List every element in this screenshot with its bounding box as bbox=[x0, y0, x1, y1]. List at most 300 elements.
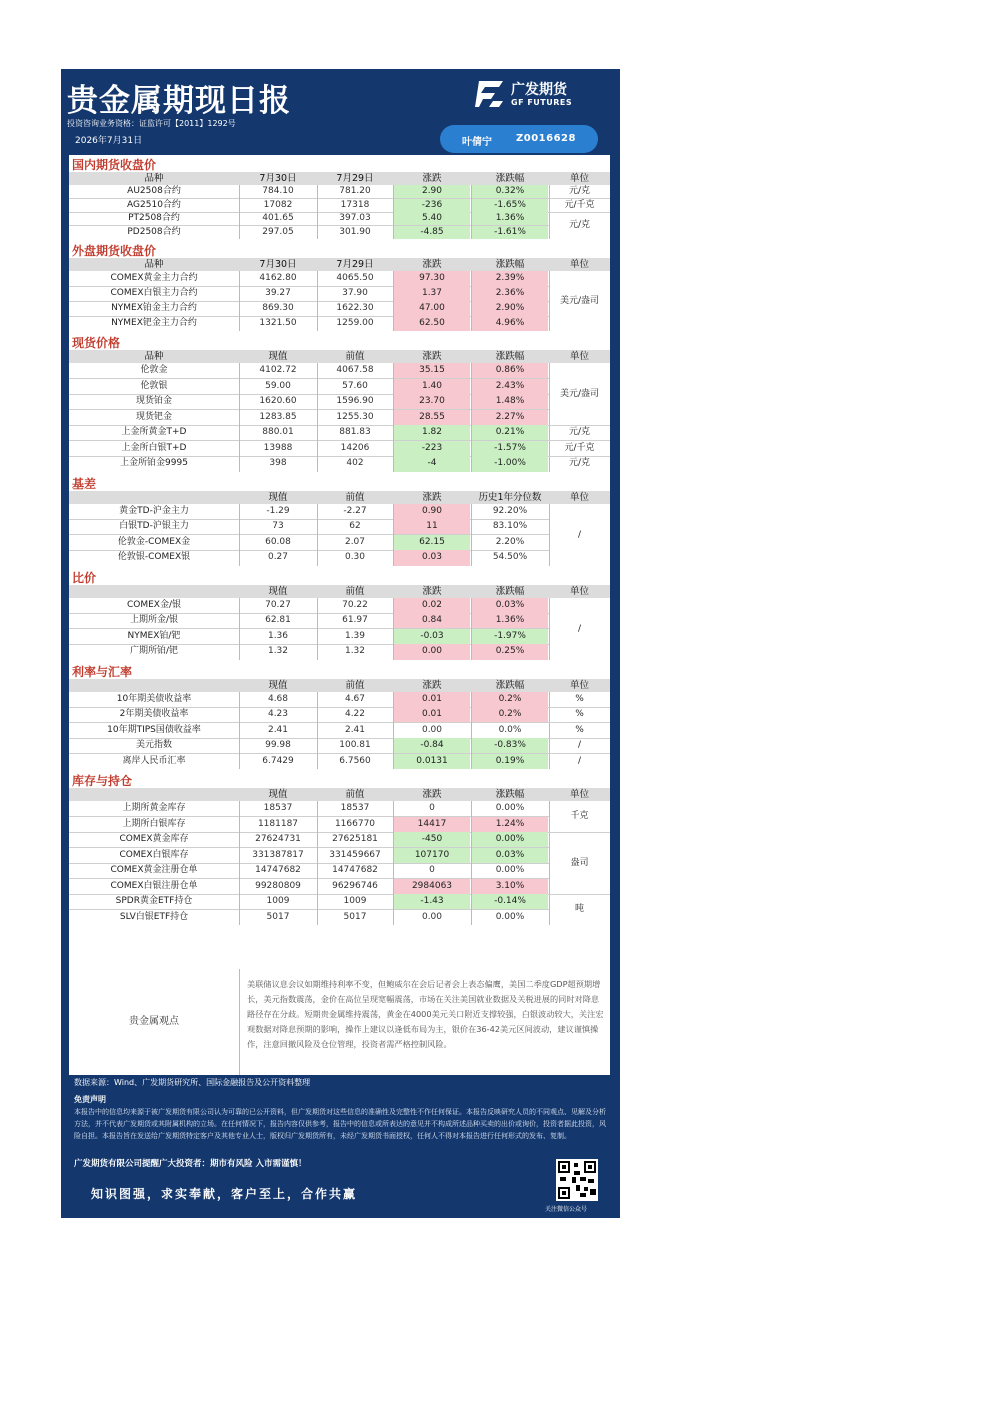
column-divider bbox=[239, 363, 240, 472]
table-cell: 54.50% bbox=[492, 552, 528, 562]
column-divider bbox=[317, 598, 318, 660]
table-cell: 1321.50 bbox=[259, 318, 297, 328]
table-cell: 96296746 bbox=[332, 880, 378, 891]
unit-cell: 千克 bbox=[570, 811, 589, 821]
column-header: 前值 bbox=[345, 491, 365, 503]
table-cell: 0.03 bbox=[394, 550, 470, 566]
column-header: 单位 bbox=[569, 491, 589, 503]
column-header: 单位 bbox=[569, 351, 589, 362]
table-cell: 4.23 bbox=[267, 709, 289, 719]
table-cell: 397.03 bbox=[339, 213, 371, 223]
table-row bbox=[69, 185, 610, 199]
table-cell: NYMEX铂/钯 bbox=[127, 630, 181, 641]
table-cell: SLV白银ETF持仓 bbox=[119, 911, 189, 922]
column-header bbox=[69, 491, 239, 504]
column-header: 涨跌 bbox=[422, 585, 442, 597]
table-cell: 1.36 bbox=[267, 630, 289, 641]
table-cell: 0.00% bbox=[495, 911, 525, 922]
table-cell: 5017 bbox=[343, 911, 367, 922]
unit-cell: 元/千克 bbox=[564, 442, 595, 453]
table-cell: 上期所白银库存 bbox=[122, 818, 186, 829]
column-header: 品种 bbox=[144, 351, 164, 362]
table-cell: COMEX金/银 bbox=[126, 599, 182, 610]
table-row bbox=[69, 863, 610, 879]
column-header bbox=[69, 585, 239, 598]
table-cell: 4067.58 bbox=[336, 365, 374, 375]
table-row bbox=[69, 817, 610, 833]
unit-cell: 美元/盎司 bbox=[559, 296, 600, 306]
table-cell: 60.08 bbox=[265, 536, 291, 547]
table-row bbox=[69, 301, 610, 316]
column-header: 涨跌幅 bbox=[495, 351, 525, 362]
table-cell: 62 bbox=[349, 521, 361, 531]
table-cell: 上金所黄金T+D bbox=[121, 427, 187, 437]
column-header: 现值 bbox=[268, 789, 288, 800]
table-cell: 297.05 bbox=[262, 226, 294, 237]
column-header: 7月30日 bbox=[259, 173, 297, 184]
report-date: 2026年7月31日 bbox=[75, 136, 143, 146]
unit-cell: 吨 bbox=[574, 904, 584, 914]
table-row bbox=[69, 550, 610, 566]
table-cell: 0.27 bbox=[267, 552, 289, 562]
section-title: 现货价格 bbox=[72, 336, 121, 350]
table-cell: 0.03% bbox=[472, 848, 548, 864]
table-cell: 上期所金/银 bbox=[129, 615, 179, 625]
company-slogan: 知识图强，求实奉献，客户至上，合作共赢 bbox=[91, 1187, 358, 1201]
table-cell: -1.97% bbox=[472, 629, 548, 645]
table-cell: 13988 bbox=[263, 442, 293, 453]
table-cell: 4.67 bbox=[344, 693, 366, 704]
table-cell: 14206 bbox=[340, 442, 370, 453]
unit-cell: 元/克 bbox=[568, 458, 591, 468]
table-cell: 白银TD-沪银主力 bbox=[119, 521, 189, 531]
qr-label: 关注微信公众号 bbox=[545, 1206, 588, 1213]
disclaimer-title: 免责声明 bbox=[74, 1095, 106, 1104]
column-divider bbox=[471, 363, 472, 472]
unit-cell: 美元/盎司 bbox=[559, 389, 600, 399]
table-cell: 1.36% bbox=[472, 613, 548, 629]
unit-divider bbox=[549, 894, 610, 895]
table-cell: 1283.85 bbox=[259, 411, 297, 422]
table-cell: 2年期美债收益率 bbox=[119, 709, 189, 719]
column-divider bbox=[471, 692, 472, 770]
table-cell: 上金所白银T+D bbox=[121, 442, 187, 453]
market-view-label: 贵金属观点 bbox=[129, 1016, 179, 1027]
table-cell: 1.24% bbox=[472, 817, 548, 833]
column-divider bbox=[393, 801, 394, 925]
table-cell: -1.29 bbox=[266, 505, 290, 516]
table-row bbox=[69, 535, 610, 551]
table-cell: 0 bbox=[429, 865, 435, 875]
column-divider bbox=[471, 598, 472, 660]
section-title: 国内期货收盘价 bbox=[72, 158, 157, 172]
table-cell: 10年期美债收益率 bbox=[116, 693, 192, 704]
section-title: 基差 bbox=[72, 476, 97, 491]
table-row bbox=[69, 286, 610, 301]
column-header: 前值 bbox=[345, 585, 365, 597]
gf-futures-logo bbox=[473, 77, 603, 111]
table-cell: 1181187 bbox=[257, 818, 299, 829]
unit-divider bbox=[549, 707, 610, 708]
unit-cell: / bbox=[577, 755, 582, 766]
table-cell: 0.01 bbox=[394, 692, 470, 708]
table-row bbox=[69, 598, 610, 614]
table-cell: 37.90 bbox=[342, 288, 368, 298]
table-cell: 10年期TIPS国债收益率 bbox=[107, 724, 201, 735]
table-cell: -0.83% bbox=[472, 738, 548, 754]
table-cell: 伦敦金-COMEX金 bbox=[117, 536, 191, 547]
table-cell: 1.37 bbox=[394, 286, 470, 301]
table-cell: 18537 bbox=[340, 803, 370, 813]
table-cell: 0.19% bbox=[472, 754, 548, 770]
column-divider bbox=[239, 271, 240, 331]
table-row bbox=[69, 410, 610, 426]
table-cell: 99.98 bbox=[265, 740, 291, 750]
table-cell: 1596.90 bbox=[336, 396, 374, 406]
column-header: 单位 bbox=[569, 173, 589, 184]
table-cell: COMEX黄金注册仓单 bbox=[110, 865, 198, 875]
column-divider bbox=[239, 504, 240, 566]
column-header: 涨跌 bbox=[422, 351, 442, 362]
table-cell: -4.85 bbox=[394, 226, 470, 240]
table-cell: 伦敦银-COMEX银 bbox=[117, 552, 191, 562]
column-header: 现值 bbox=[268, 585, 288, 597]
table-cell: -450 bbox=[394, 832, 470, 848]
table-cell: 2.20% bbox=[495, 536, 525, 547]
table-cell: 0.21% bbox=[472, 425, 548, 441]
table-cell: 5.40 bbox=[394, 212, 470, 226]
table-row bbox=[69, 832, 610, 848]
table-cell: -1.43 bbox=[394, 894, 470, 910]
table-cell: 57.60 bbox=[342, 380, 368, 391]
table-cell: 0.00% bbox=[472, 832, 548, 848]
table-cell: 28.55 bbox=[394, 410, 470, 426]
table-cell: 上期所黄金库存 bbox=[122, 803, 186, 813]
table-row bbox=[69, 316, 610, 331]
disclaimer-text: 本报告中的信息均来源于被广发期货有限公司认为可靠的已公开资料，但广发期货对这些信息的准确性及完整性不作任何保证。本报告反映研究人员的不同观点、见解及分析方法，并不代表广发期货或其附属机构的立场。在任何情况下，报告内容仅供参考，报告中的信息或所表达的意见并不构成所述品种买卖的出价或询价，投资者据此投资，风险自担。本报告旨在发送给广发期货特定客户及其他专业人士，版权归广发期货所有，未经广发期货书面授权，任何人不得对本报告进行任何形式的发布、复制。 bbox=[74, 1108, 606, 1140]
table-cell: 39.27 bbox=[265, 288, 291, 298]
table-cell: 23.70 bbox=[394, 394, 470, 410]
column-header: 品种 bbox=[144, 173, 164, 184]
table-cell: 62.50 bbox=[394, 316, 470, 331]
table-cell: 0.01 bbox=[394, 707, 470, 723]
table-row bbox=[69, 394, 610, 410]
table-cell: 2.41 bbox=[267, 724, 289, 735]
logo-text-cn: 广发期货 bbox=[511, 82, 567, 98]
column-header: 涨跌幅 bbox=[495, 259, 525, 270]
column-divider bbox=[471, 801, 472, 925]
table-cell: -1.61% bbox=[472, 226, 548, 240]
table-cell: 1620.60 bbox=[259, 396, 297, 406]
unit-divider bbox=[549, 738, 610, 739]
unit-cell: / bbox=[577, 623, 582, 634]
table-cell: 0.25% bbox=[472, 644, 548, 660]
column-divider bbox=[471, 271, 472, 331]
risk-warning: 广发期货有限公司提醒广大投资者：期市有风险 入市需谨慎！ bbox=[74, 1159, 307, 1169]
unit-cell: 盎司 bbox=[570, 858, 589, 868]
table-cell: 广期所铂/钯 bbox=[129, 646, 179, 656]
table-cell: NYMEX铂金主力合约 bbox=[111, 303, 197, 313]
table-cell: 62.81 bbox=[265, 615, 291, 625]
table-cell: 35.15 bbox=[394, 363, 470, 379]
qr-code-icon bbox=[556, 1159, 598, 1201]
column-header: 前值 bbox=[345, 351, 365, 362]
table-cell: 2.43% bbox=[472, 379, 548, 395]
analyst-id: Z0016628 bbox=[516, 133, 576, 144]
column-divider bbox=[239, 598, 240, 660]
table-cell: 4.22 bbox=[344, 709, 366, 719]
table-cell: 47.00 bbox=[394, 301, 470, 316]
table-row bbox=[69, 629, 610, 645]
table-cell: 5017 bbox=[266, 911, 290, 922]
table-cell: 869.30 bbox=[262, 303, 294, 313]
table-cell: -0.03 bbox=[394, 629, 470, 645]
column-divider bbox=[317, 185, 318, 239]
column-header: 前值 bbox=[345, 789, 365, 800]
table-cell: 70.22 bbox=[342, 599, 368, 610]
table-cell: 331459667 bbox=[329, 849, 381, 860]
analyst-badge bbox=[440, 125, 598, 153]
column-divider bbox=[317, 504, 318, 566]
table-cell: 2984063 bbox=[394, 879, 470, 895]
table-row bbox=[69, 199, 610, 213]
column-header: 涨跌 bbox=[422, 789, 442, 800]
table-cell: -236 bbox=[394, 199, 470, 213]
column-header: 涨跌 bbox=[422, 259, 442, 270]
table-row bbox=[69, 519, 610, 535]
table-cell: 14417 bbox=[394, 817, 470, 833]
table-cell: 1.32 bbox=[267, 646, 289, 656]
unit-cell: 元/克 bbox=[568, 220, 591, 230]
table-cell: 1.82 bbox=[394, 425, 470, 441]
table-cell: 1.32 bbox=[344, 646, 366, 656]
table-cell: 880.01 bbox=[262, 427, 294, 437]
table-cell: 4.68 bbox=[267, 693, 289, 704]
table-cell: 97.30 bbox=[394, 271, 470, 286]
table-row bbox=[69, 879, 610, 895]
table-cell: 2.27% bbox=[472, 410, 548, 426]
table-header bbox=[69, 258, 610, 271]
column-header bbox=[69, 788, 239, 801]
table-header bbox=[69, 491, 610, 504]
table-row bbox=[69, 226, 610, 240]
column-divider bbox=[393, 692, 394, 770]
unit-cell: / bbox=[577, 529, 582, 540]
table-row bbox=[69, 212, 610, 226]
column-header: 现值 bbox=[268, 491, 288, 503]
table-cell: 17082 bbox=[263, 199, 293, 210]
table-cell: 1622.30 bbox=[336, 303, 374, 313]
column-divider bbox=[393, 363, 394, 472]
column-header: 现值 bbox=[268, 679, 288, 691]
table-cell: COMEX黄金主力合约 bbox=[110, 273, 198, 283]
table-cell: 伦敦银 bbox=[140, 380, 168, 391]
table-cell: 0 bbox=[429, 803, 435, 813]
table-cell: 398 bbox=[269, 458, 287, 468]
table-row bbox=[69, 738, 610, 754]
report-page bbox=[61, 69, 620, 1218]
column-divider bbox=[317, 801, 318, 925]
table-cell: -0.14% bbox=[472, 894, 548, 910]
unit-divider bbox=[549, 425, 610, 426]
table-header bbox=[69, 172, 610, 185]
table-cell: 离岸人民币汇率 bbox=[122, 755, 186, 766]
table-cell: COMEX白银主力合约 bbox=[110, 288, 198, 298]
table-cell: -0.84 bbox=[394, 738, 470, 754]
table-cell: -2.27 bbox=[343, 505, 367, 516]
table-cell: 0.00 bbox=[394, 644, 470, 660]
license-text: 投资咨询业务资格：证监许可【2011】1292号 bbox=[67, 119, 236, 128]
table-cell: 2.36% bbox=[472, 286, 548, 301]
analyst-name: 叶倩宁 bbox=[462, 137, 492, 148]
column-header: 涨跌幅 bbox=[495, 679, 525, 691]
unit-divider bbox=[549, 722, 610, 723]
unit-divider bbox=[549, 212, 610, 213]
table-cell: 100.81 bbox=[339, 740, 371, 750]
column-header: 历史1年分位数 bbox=[478, 491, 542, 503]
table-cell: 18537 bbox=[263, 803, 293, 813]
table-cell: 92.20% bbox=[492, 505, 528, 516]
column-header: 7月30日 bbox=[259, 259, 297, 270]
table-row bbox=[69, 379, 610, 395]
table-header bbox=[69, 679, 610, 692]
table-cell: 4162.80 bbox=[259, 273, 297, 283]
column-divider bbox=[317, 692, 318, 770]
table-cell: 3.10% bbox=[472, 879, 548, 895]
table-cell: 781.20 bbox=[339, 186, 371, 196]
table-cell: 27625181 bbox=[332, 834, 378, 844]
unit-divider bbox=[549, 753, 610, 754]
table-cell: 0.90 bbox=[394, 504, 470, 520]
column-header: 7月29日 bbox=[336, 259, 374, 270]
column-divider bbox=[239, 801, 240, 925]
column-header: 前值 bbox=[345, 679, 365, 691]
table-cell: 0.02 bbox=[394, 598, 470, 614]
column-header: 涨跌幅 bbox=[495, 173, 525, 184]
table-header bbox=[69, 350, 610, 363]
table-row bbox=[69, 644, 610, 660]
logo-text-en: GF FUTURES bbox=[511, 98, 573, 107]
table-cell: 1.39 bbox=[344, 630, 366, 641]
unit-cell: 元/克 bbox=[568, 186, 591, 196]
table-cell: NYMEX钯金主力合约 bbox=[111, 318, 197, 328]
column-divider bbox=[393, 504, 394, 566]
unit-cell: % bbox=[575, 724, 584, 735]
table-cell: 2.07 bbox=[344, 536, 366, 547]
table-row bbox=[69, 848, 610, 864]
table-cell: 0.2% bbox=[472, 692, 548, 708]
column-divider bbox=[393, 271, 394, 331]
table-row bbox=[69, 692, 610, 708]
table-cell: 70.27 bbox=[265, 599, 291, 610]
column-header: 单位 bbox=[569, 259, 589, 270]
section-title: 比价 bbox=[72, 570, 97, 585]
table-cell: 美元指数 bbox=[135, 740, 172, 750]
table-cell: 1.40 bbox=[394, 379, 470, 395]
unit-cell: % bbox=[575, 709, 584, 719]
column-divider bbox=[239, 185, 240, 239]
column-divider bbox=[471, 504, 472, 566]
unit-cell: 元/千克 bbox=[564, 199, 595, 210]
table-cell: -4 bbox=[394, 456, 470, 472]
table-cell: 黄金TD-沪金主力 bbox=[119, 505, 189, 516]
column-divider bbox=[317, 271, 318, 331]
column-header: 涨跌 bbox=[422, 173, 442, 184]
table-cell: 现货钯金 bbox=[135, 411, 172, 422]
table-row bbox=[69, 271, 610, 286]
table-cell: 2.39% bbox=[472, 271, 548, 286]
unit-cell: % bbox=[575, 693, 584, 704]
table-cell: 0.00% bbox=[495, 803, 525, 813]
table-cell: 62.15 bbox=[394, 535, 470, 551]
table-cell: 0.32% bbox=[472, 185, 548, 199]
table-cell: 402 bbox=[346, 458, 364, 468]
table-row bbox=[69, 707, 610, 723]
view-divider bbox=[239, 969, 240, 1075]
table-cell: 14747682 bbox=[332, 865, 378, 875]
column-header: 单位 bbox=[569, 585, 589, 597]
table-cell: 1259.00 bbox=[336, 318, 374, 328]
unit-divider bbox=[549, 832, 610, 833]
table-cell: 2.90% bbox=[472, 301, 548, 316]
table-row bbox=[69, 504, 610, 520]
table-cell: SPDR黄金ETF持仓 bbox=[115, 896, 193, 906]
table-cell: 6.7429 bbox=[262, 755, 294, 766]
table-cell: 4065.50 bbox=[336, 273, 374, 283]
table-cell: 107170 bbox=[394, 848, 470, 864]
column-header bbox=[69, 679, 239, 692]
table-row bbox=[69, 425, 610, 441]
report-title: 贵金属期现日报 bbox=[67, 83, 291, 119]
table-header bbox=[69, 585, 610, 598]
column-divider bbox=[239, 692, 240, 770]
column-header: 单位 bbox=[569, 789, 589, 800]
column-divider bbox=[393, 185, 394, 239]
table-cell: 0.03% bbox=[472, 598, 548, 614]
column-divider bbox=[393, 598, 394, 660]
column-divider bbox=[317, 363, 318, 472]
table-cell: 2.41 bbox=[344, 724, 366, 735]
column-header: 品种 bbox=[144, 259, 164, 270]
table-row bbox=[69, 801, 610, 817]
unit-cell: / bbox=[577, 740, 582, 750]
table-cell: -1.57% bbox=[472, 441, 548, 457]
column-header: 涨跌 bbox=[422, 491, 442, 503]
table-cell: 881.83 bbox=[339, 427, 371, 437]
column-header: 涨跌 bbox=[422, 679, 442, 691]
table-cell: COMEX白银库存 bbox=[119, 849, 189, 860]
table-cell: 0.2% bbox=[472, 707, 548, 723]
table-cell: 0.00% bbox=[495, 865, 525, 875]
column-header: 现值 bbox=[268, 351, 288, 362]
table-cell: 6.7560 bbox=[339, 755, 371, 766]
column-header: 单位 bbox=[569, 679, 589, 691]
section-title: 库存与持仓 bbox=[72, 774, 133, 788]
data-source: 数据来源：Wind、广发期货研究所、国际金融报告及公开资料整理 bbox=[74, 1078, 311, 1087]
table-cell: 331387817 bbox=[252, 849, 304, 860]
table-cell: 17318 bbox=[340, 199, 370, 210]
table-row bbox=[69, 456, 610, 472]
table-cell: 上金所铂金9995 bbox=[120, 458, 188, 468]
table-row bbox=[69, 441, 610, 457]
unit-divider bbox=[549, 198, 610, 199]
table-cell: 1.48% bbox=[472, 394, 548, 410]
table-cell: 784.10 bbox=[262, 186, 294, 196]
table-header bbox=[69, 788, 610, 801]
table-cell: -1.00% bbox=[472, 456, 548, 472]
table-cell: COMEX黄金库存 bbox=[119, 834, 189, 844]
table-cell: 0.86% bbox=[472, 363, 548, 379]
